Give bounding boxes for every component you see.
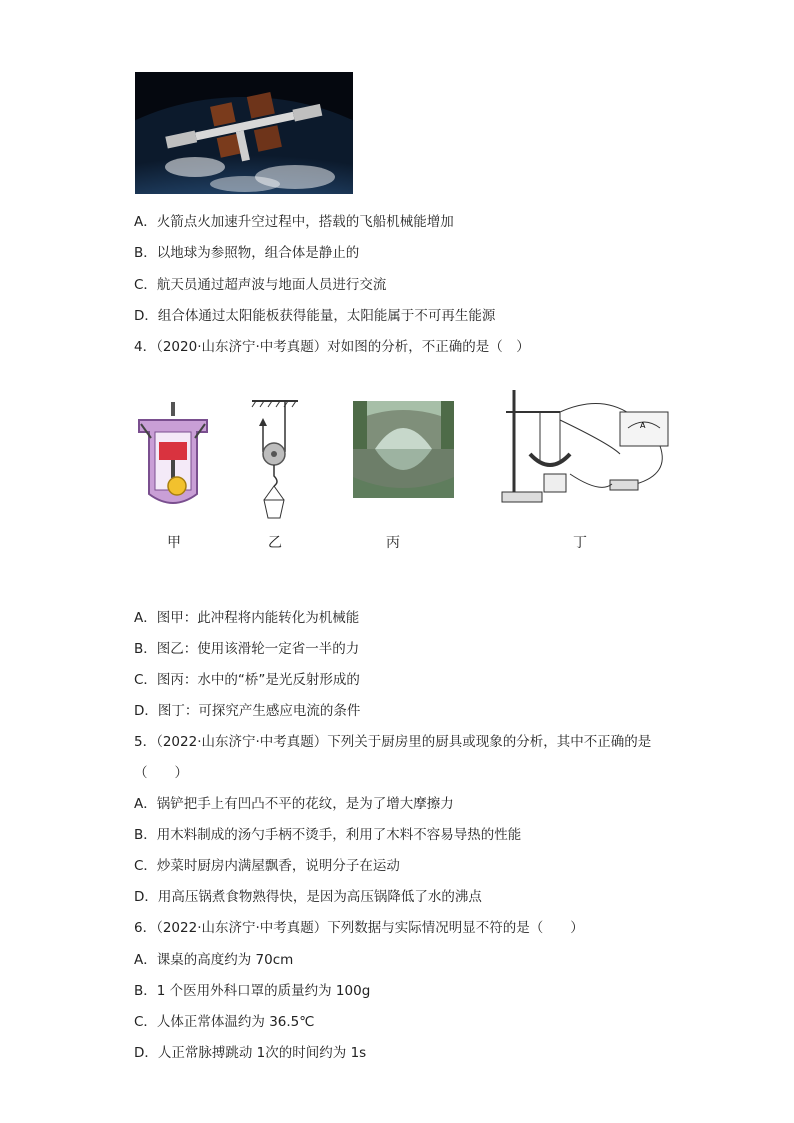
q4-option-b: B．图乙：使用该滑轮一定省一半的力 (134, 641, 360, 657)
svg-text:A: A (640, 421, 646, 430)
q5-option-c: C．炒菜时厨房内满屋飘香，说明分子在运动 (134, 858, 400, 874)
engine-stroke-diagram (133, 402, 213, 512)
pulley-diagram (250, 398, 300, 520)
q6-option-c: C．人体正常体温约为 36.5℃ (134, 1014, 315, 1030)
q5-stem-bracket: （ ） (134, 765, 188, 781)
figure-caption-ding: 丁 (573, 535, 587, 551)
q4-option-c: C．图丙：水中的“桥”是光反射形成的 (134, 672, 360, 688)
q6-option-a: A．课桌的高度约为 70cm (134, 952, 294, 968)
figure-caption-yi: 乙 (268, 535, 282, 551)
electromagnetic-induction-diagram (500, 384, 674, 506)
q6-option-b: B．1 个医用外科口罩的质量约为 100g (134, 983, 371, 999)
figure-caption-jia: 甲 (167, 535, 181, 551)
q5-option-d: D．用高压锅煮食物熟得快，是因为高压锅降低了水的沸点 (134, 889, 482, 905)
q5-option-b: B．用木料制成的汤勺手柄不烫手，利用了木料不容易导热的性能 (134, 827, 522, 843)
q4-option-a: A．图甲：此冲程将内能转化为机械能 (134, 610, 360, 626)
q6-option-d: D．人正常脉搏跳动 1次的时间约为 1s (134, 1045, 367, 1061)
q3-option-a: A．火箭点火加速升空过程中，搭载的飞船机械能增加 (134, 214, 454, 230)
q5-option-a: A．锅铲把手上有凹凸不平的花纹，是为了增大摩擦力 (134, 796, 454, 812)
q3-option-b: B．以地球为参照物，组合体是静止的 (134, 245, 360, 261)
figure-caption-bing: 丙 (386, 535, 400, 551)
q5-stem: 5．（2022·山东济宁·中考真题）下列关于厨房里的厨具或现象的分析，其中不正确的是 (134, 734, 652, 750)
q3-option-c: C．航天员通过超声波与地面人员进行交流 (134, 277, 387, 293)
q6-stem: 6．（2022·山东济宁·中考真题）下列数据与实际情况明显不符的是（ ） (134, 920, 584, 936)
q3-option-d: D．组合体通过太阳能板获得能量，太阳能属于不可再生能源 (134, 308, 496, 324)
space-station-photo (135, 72, 353, 194)
q4-stem: 4．（2020·山东济宁·中考真题）对如图的分析，不正确的是（ ） (134, 339, 530, 355)
bridge-reflection-photo (353, 401, 454, 498)
q4-option-d: D．图丁：可探究产生感应电流的条件 (134, 703, 361, 719)
